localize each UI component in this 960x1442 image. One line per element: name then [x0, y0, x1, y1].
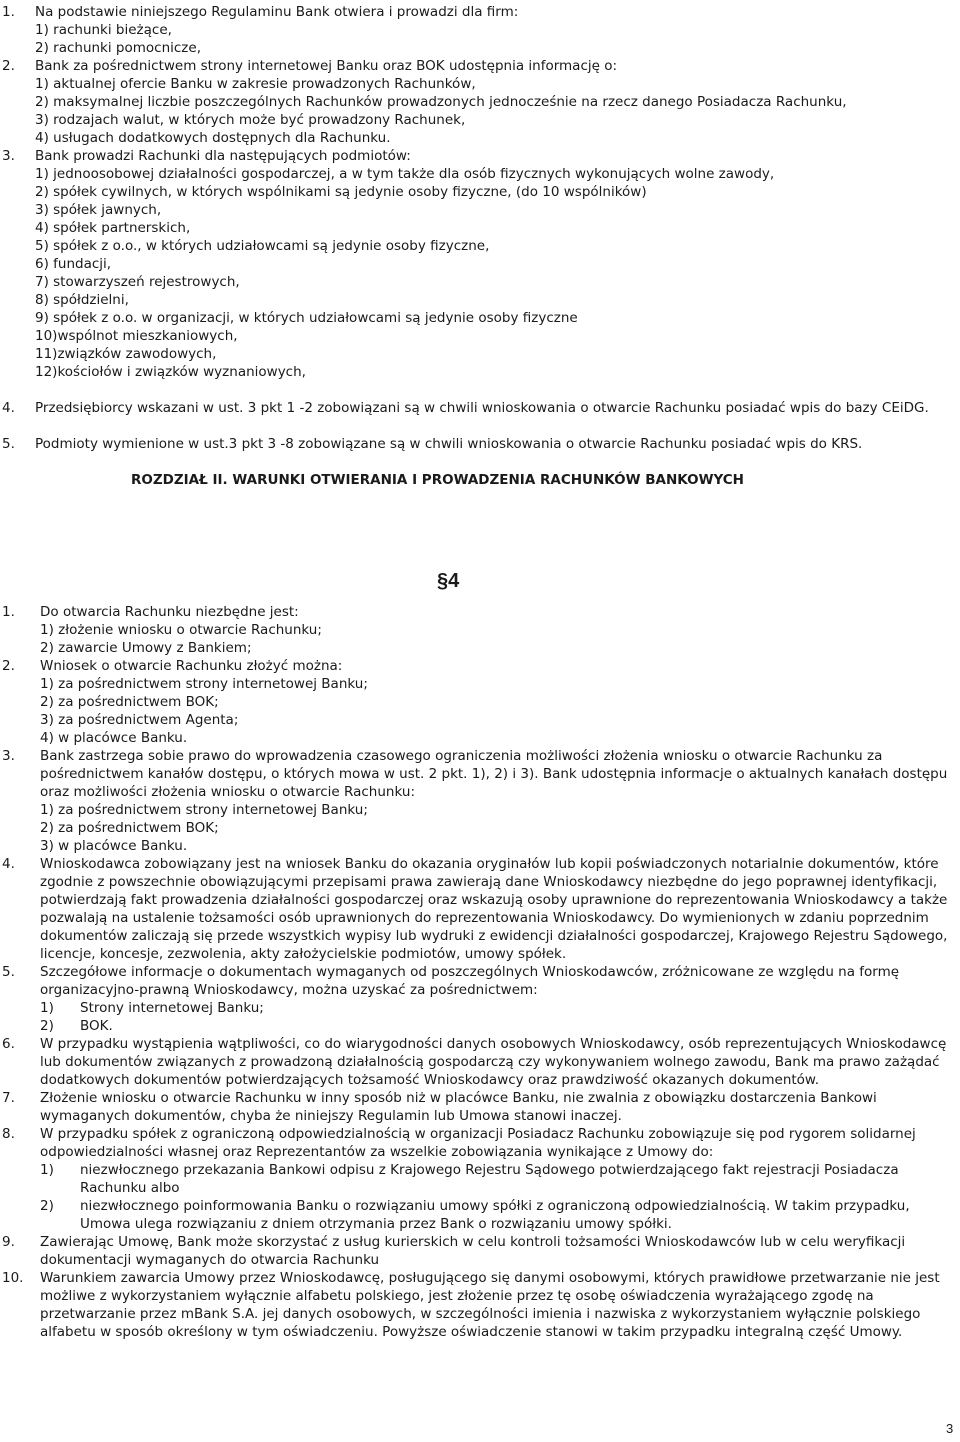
list-item — [0, 747, 960, 855]
sub-item-number: 1) — [40, 1000, 54, 1016]
sub-item: 2) maksymalnej liczbie poszczególnych Rachunków prowadzonych jednocześnie na rzecz danego Posiadacza Rachunku, — [35, 94, 847, 110]
item-number: 7. — [2, 1090, 15, 1106]
item-number: 2. — [2, 58, 15, 74]
section-1 — [0, 0, 960, 489]
sub-item-text: niezwłocznego poinformowania Banku o rozwiązaniu umowy spółki z ograniczoną odpowiedzialnością. W takim przypadku, Umowa ulega rozwiązaniu z dniem otrzymania przez Bank o rozwiązaniu umowy spółki. — [80, 1198, 910, 1232]
sub-item: 1) złożenie wniosku o otwarcie Rachunku; — [40, 622, 322, 638]
item-text: Przedsiębiorcy wskazani w ust. 3 pkt 1 -2 zobowiązani są w chwili wnioskowania o otwarcie Rachunku posiadać wpis do bazy CEiDG. — [35, 400, 929, 416]
list-item — [0, 57, 960, 147]
list-item — [0, 435, 960, 453]
sub-item: 2) rachunki pomocnicze, — [35, 40, 201, 56]
sub-item: 7) stowarzyszeń rejestrowych, — [35, 274, 240, 290]
sub-item: 4) usługach dodatkowych dostępnych dla Rachunku. — [35, 130, 391, 146]
list-item — [0, 147, 960, 381]
item-text: Szczegółowe informacje o dokumentach wymaganych od poszczególnych Wnioskodawców, zróżnicowane ze względu na formę organizacyjno-prawną Wnioskodawcy, można uzyskać za pośrednictwem: — [40, 964, 900, 998]
item-number: 4. — [2, 856, 15, 872]
item-number: 9. — [2, 1234, 15, 1250]
item-text: Bank zastrzega sobie prawo do wprowadzenia czasowego ograniczenia możliwości złożenia wniosku o otwarcie Rachunku za pośrednictwem kanałów dostępu, o których mowa w ust. 2 pkt. 1), 2) i 3). Bank udostępnia informacje o aktualnych kanałach dostępu oraz możliwości złożenia wniosku o otwarcie Rachunku: — [40, 748, 948, 800]
sub-item: 9) spółek z o.o. w organizacji, w których udziałowcami są jedynie osoby fizyczne — [35, 310, 578, 326]
sub-item: 4) spółek partnerskich, — [35, 220, 191, 236]
sub-item: 1) aktualnej ofercie Banku w zakresie prowadzonych Rachunków, — [35, 76, 476, 92]
sub-item: 2) za pośrednictwem BOK; — [40, 694, 219, 710]
item-text: W przypadku wystąpienia wątpliwości, co do wiarygodności danych osobowych Wnioskodawcy, osób reprezentujących Wnioskodawcę lub dokumentów związanych z prowadzoną działalnością gospodarczą czy wykonywaniem wolnego zawodu, Bank ma prawo zażądać dodatkowych dokumentów potwierdzających tożsamość Wnioskodawcy oraz prawdziwość okazanych dokumentów. — [40, 1036, 947, 1088]
item-number: 6. — [2, 1036, 15, 1052]
sub-item: 1) rachunki bieżące, — [35, 22, 172, 38]
item-text: Wniosek o otwarcie Rachunku złożyć można: — [40, 658, 343, 674]
sub-item: 12)kościołów i związków wyznaniowych, — [35, 364, 306, 380]
sub-item — [40, 1161, 960, 1197]
sub-item-text: BOK. — [80, 1018, 113, 1034]
list-item — [0, 1269, 960, 1341]
item-text: Wnioskodawca zobowiązany jest na wniosek Banku do okazania oryginałów lub kopii poświadczonych notarialnie dokumentów, które zgodnie z powszechnie obowiązującymi przepisami prawa zawierają dane Wnioskodawcy niezbędne do jego poprawnej identyfikacji, potwierdzają fakt prowadzenia działalności gospodarczej oraz wskazują osoby uprawnione do reprezentowania Wnioskodawcy a także pozwalają na ustalenie tożsamości osób uprawnionych do reprezentowania Wnioskodawcy. Do wymienionych w zdaniu poprzednim dokumentów zaliczają się przede wszystkich wypisy lub wydruki z ewidencji działalności gospodarczej, Krajowego Rejestru Sądowego, licencje, koncesje, zezwolenia, akty założycielskie podmiotów, umowy spółek. — [40, 856, 948, 962]
sub-item: 2) za pośrednictwem BOK; — [40, 820, 219, 836]
sub-item: 4) w placówce Banku. — [40, 730, 188, 746]
item-number: 8. — [2, 1126, 15, 1142]
list-item — [0, 855, 960, 963]
sub-item-text: Strony internetowej Banku; — [80, 1000, 264, 1016]
list-item — [0, 963, 960, 1035]
sub-item-number: 1) — [40, 1162, 54, 1178]
item-number: 1. — [2, 604, 15, 620]
sub-item: 3) za pośrednictwem Agenta; — [40, 712, 239, 728]
list-item — [0, 3, 960, 57]
item-text: Na podstawie niniejszego Regulaminu Bank otwiera i prowadzi dla firm: — [35, 4, 519, 20]
sub-item: 5) spółek z o.o., w których udziałowcami są jedynie osoby fizyczne, — [35, 238, 490, 254]
item-text: Bank prowadzi Rachunki dla następujących podmiotów: — [35, 148, 411, 164]
sub-item — [40, 1017, 960, 1035]
list-item — [0, 1089, 960, 1125]
sub-item-number: 2) — [40, 1198, 54, 1214]
sub-item: 6) fundacji, — [35, 256, 112, 272]
item-text: Zawierając Umowę, Bank może skorzystać z usług kurierskich w celu kontroli tożsamości Wnioskodawców lub w celu weryfikacji dokumentacji wymaganych do otwarcia Rachunku — [40, 1234, 906, 1268]
list-item — [0, 657, 960, 747]
item-number: 4. — [2, 400, 15, 416]
spacer — [0, 381, 960, 399]
item-number: 1. — [2, 4, 15, 20]
item-text: W przypadku spółek z ograniczoną odpowiedzialnością w organizacji Posiadacz Rachunku zobowiązuje się pod rygorem solidarnej odpowiedzialności własnej oraz Reprezentantów za wszelkie zobowiązania wynikające z Umowy do: — [40, 1126, 916, 1160]
sub-item: 3) w placówce Banku. — [40, 838, 188, 854]
item-text: Do otwarcia Rachunku niezbędne jest: — [40, 604, 299, 620]
list-item — [0, 399, 960, 417]
paragraph-mark: §4 — [437, 570, 460, 592]
item-text: Złożenie wniosku o otwarcie Rachunku w inny sposób niż w placówce Banku, nie zwalnia z obowiązku dostarczenia Bankowi wymaganych dokumentów, chyba że niniejszy Regulamin lub Umowa stanowi inaczej. — [40, 1090, 877, 1124]
sub-item: 2) spółek cywilnych, w których wspólnikami są jedynie osoby fizyczne, (do 10 wspólników) — [35, 184, 647, 200]
spacer — [0, 417, 960, 435]
list-item — [0, 1233, 960, 1269]
item-text: Warunkiem zawarcia Umowy przez Wnioskodawcę, posługującego się danymi osobowymi, których prawidłowe przetwarzanie nie jest możliwe z wykorzystaniem wyłącznie alfabetu polskiego, jest złożenie przez tę osobę oświadczenia wyrażającego zgodę na przetwarzanie przez mBank S.A. jej danych osobowych, w szczególności imienia i nazwiska z wykorzystaniem wyłącznie polskiego alfabetu w sposób określony w tym oświadczeniu. Powyższe oświadczenie stanowi w takim przypadku integralną część Umowy. — [40, 1270, 940, 1340]
sub-item — [40, 1197, 960, 1233]
item-number: 3. — [2, 748, 15, 764]
sub-item: 1) za pośrednictwem strony internetowej Banku; — [40, 676, 368, 692]
sub-item: 2) zawarcie Umowy z Bankiem; — [40, 640, 252, 656]
page-number: 3 — [946, 1421, 954, 1436]
sub-item: 3) spółek jawnych, — [35, 202, 162, 218]
sub-item: 8) spółdzielni, — [35, 292, 129, 308]
item-number: 3. — [2, 148, 15, 164]
list-item — [0, 1035, 960, 1089]
list-item — [0, 603, 960, 657]
sub-item — [40, 999, 960, 1017]
item-number: 5. — [2, 964, 15, 980]
chapter-title: ROZDZIAŁ II. WARUNKI OTWIERANIA I PROWADZENIA RACHUNKÓW BANKOWYCH — [131, 472, 744, 488]
sub-item: 1) za pośrednictwem strony internetowej Banku; — [40, 802, 368, 818]
item-number: 2. — [2, 658, 15, 674]
sub-item: 1) jednoosobowej działalności gospodarczej, a w tym także dla osób fizycznych wykonujących wolne zawody, — [35, 166, 775, 182]
sub-item: 10)wspólnot mieszkaniowych, — [35, 328, 238, 344]
item-text: Bank za pośrednictwem strony internetowej Banku oraz BOK udostępnia informację o: — [35, 58, 618, 74]
item-text: Podmioty wymienione w ust.3 pkt 3 -8 zobowiązane są w chwili wnioskowania o otwarcie Rachunku posiadać wpis do KRS. — [35, 436, 863, 452]
list-item — [0, 1125, 960, 1233]
item-number: 10. — [2, 1270, 24, 1286]
section-2 — [0, 603, 960, 1341]
sub-item-text: niezwłocznego przekazania Bankowi odpisu z Krajowego Rejestru Sądowego potwierdzającego fakt rejestracji Posiadacza Rachunku albo — [80, 1162, 899, 1196]
sub-item: 3) rodzajach walut, w których może być prowadzony Rachunek, — [35, 112, 466, 128]
sub-item-number: 2) — [40, 1018, 54, 1034]
sub-item: 11)związków zawodowych, — [35, 346, 217, 362]
item-number: 5. — [2, 436, 15, 452]
